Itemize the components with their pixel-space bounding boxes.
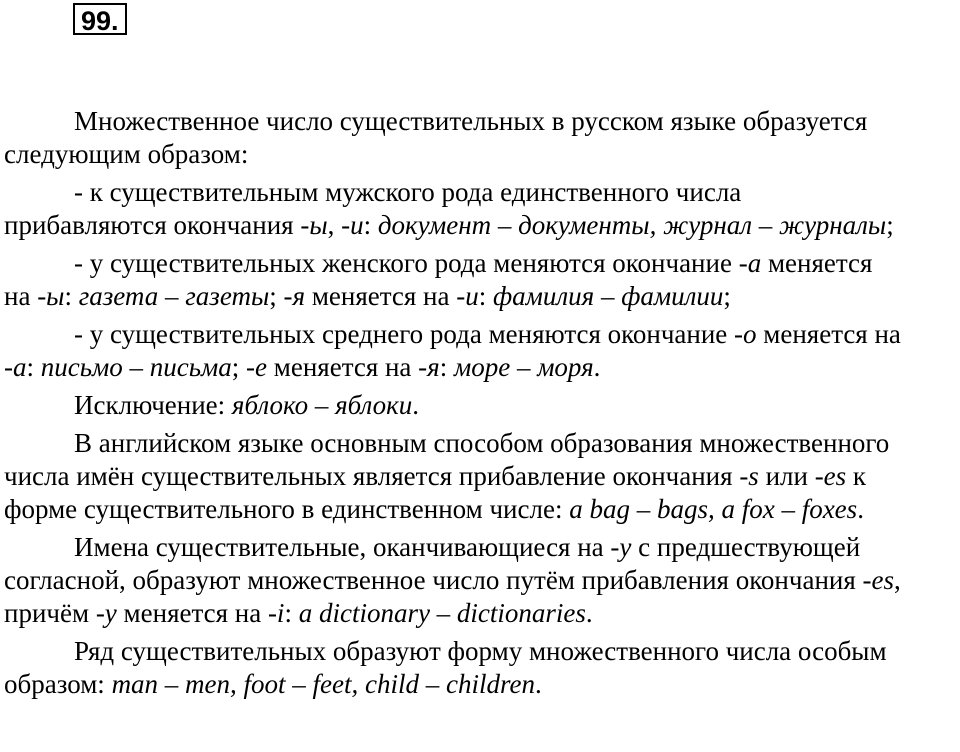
text-line bbox=[4, 597, 956, 630]
italic-run: a bag – bags, a fox – foxes bbox=[569, 494, 858, 524]
text-run: меняется bbox=[761, 248, 873, 278]
text-run: - у существительных среднего рода меняются окончание bbox=[74, 319, 735, 349]
text-run: - к существительным мужского рода единственного числа bbox=[74, 177, 742, 207]
text-run: . bbox=[593, 352, 601, 382]
text-run: В английском языке основным способом образования множественного bbox=[74, 428, 890, 458]
text-line bbox=[4, 531, 956, 564]
text-line bbox=[4, 460, 956, 493]
italic-run: море – моря bbox=[453, 352, 594, 382]
italic-run: документ – документы, журнал – журналы bbox=[377, 210, 887, 240]
exercise-number: 99. bbox=[73, 3, 127, 35]
italic-run: -i bbox=[267, 598, 285, 628]
text-run: : bbox=[64, 281, 79, 311]
paragraph bbox=[4, 427, 956, 526]
document-body bbox=[4, 105, 956, 706]
text-run: меняется на bbox=[116, 598, 268, 628]
text-run: : bbox=[26, 352, 41, 382]
text-run: меняется на bbox=[267, 352, 419, 382]
paragraph bbox=[4, 105, 956, 171]
text-run: ; bbox=[269, 281, 284, 311]
italic-run: -y bbox=[610, 532, 632, 562]
paragraph bbox=[4, 176, 956, 242]
text-run: меняется на bbox=[756, 319, 901, 349]
italic-run: a dictionary – dictionaries bbox=[298, 598, 586, 628]
italic-run: -е bbox=[246, 352, 268, 382]
text-run: Ряд существительных образуют форму множественного числа особым bbox=[74, 636, 887, 666]
text-run: форме существительного в единственном числе: bbox=[4, 494, 570, 524]
paragraph bbox=[4, 389, 956, 422]
text-line bbox=[4, 493, 956, 526]
text-run: меняется на bbox=[305, 281, 457, 311]
text-run: на bbox=[4, 281, 38, 311]
text-line bbox=[4, 389, 956, 422]
paragraph bbox=[4, 531, 956, 630]
text-run: или bbox=[758, 461, 815, 491]
text-run: . bbox=[585, 598, 593, 628]
text-run: : bbox=[284, 598, 299, 628]
text-line bbox=[4, 280, 956, 313]
text-line bbox=[4, 427, 956, 460]
text-run: с предшествующей bbox=[631, 532, 861, 562]
text-run: ; bbox=[231, 352, 247, 382]
text-line bbox=[4, 351, 956, 384]
text-run: причём bbox=[4, 598, 96, 628]
text-run: , bbox=[894, 565, 901, 595]
text-run: : bbox=[478, 281, 493, 311]
text-run: следующим образом: bbox=[4, 139, 249, 169]
text-line bbox=[4, 247, 956, 280]
text-line bbox=[4, 209, 956, 242]
italic-run: -я bbox=[418, 352, 440, 382]
italic-run: газета – газеты bbox=[78, 281, 270, 311]
italic-run: -а bbox=[4, 352, 27, 382]
italic-run: фамилия – фамилии bbox=[492, 281, 724, 311]
text-run: к bbox=[846, 461, 867, 491]
paragraph bbox=[4, 635, 956, 701]
italic-run: -и bbox=[456, 281, 479, 311]
text-run: ; bbox=[886, 210, 894, 240]
italic-run: -я bbox=[283, 281, 306, 311]
paragraph bbox=[4, 318, 956, 384]
text-run: числа имён существительных является прибавление окончания bbox=[4, 461, 740, 491]
text-run: - у существительных женского рода меняются окончание bbox=[74, 248, 739, 278]
italic-run: -s bbox=[739, 461, 759, 491]
text-run: . bbox=[857, 494, 864, 524]
text-run: Исключение: bbox=[74, 390, 232, 420]
italic-run: -es bbox=[814, 461, 847, 491]
italic-run: -es bbox=[862, 565, 894, 595]
italic-run: -ы bbox=[37, 281, 65, 311]
italic-run: -а bbox=[738, 248, 762, 278]
text-run: согласной, образуют множественное число путём прибавления окончания bbox=[4, 565, 863, 595]
italic-run: man – men, foot – feet, child – children bbox=[111, 669, 535, 699]
text-run: , bbox=[327, 210, 342, 240]
text-run: прибавляются окончания bbox=[4, 210, 301, 240]
italic-run: -и bbox=[341, 210, 364, 240]
text-run: . bbox=[412, 390, 420, 420]
italic-run: -ы bbox=[300, 210, 328, 240]
text-line bbox=[4, 318, 956, 351]
paragraph bbox=[4, 247, 956, 313]
text-line bbox=[4, 564, 956, 597]
text-line bbox=[4, 635, 956, 668]
text-run: Множественное число существительных в русском языке образуется bbox=[74, 106, 868, 136]
text-line bbox=[4, 138, 956, 171]
text-run: Имена существительные, оканчивающиеся на bbox=[74, 532, 611, 562]
italic-run: -y bbox=[95, 598, 117, 628]
text-run: ; bbox=[723, 281, 731, 311]
text-run: : bbox=[363, 210, 378, 240]
text-run: образом: bbox=[4, 669, 112, 699]
italic-run: яблоко – яблоки bbox=[231, 390, 413, 420]
italic-run: -о bbox=[734, 319, 757, 349]
italic-run: письмо – письма bbox=[40, 352, 232, 382]
text-line bbox=[4, 105, 956, 138]
text-line bbox=[4, 668, 956, 701]
text-line bbox=[4, 176, 956, 209]
text-run: : bbox=[439, 352, 454, 382]
text-run: . bbox=[534, 669, 542, 699]
